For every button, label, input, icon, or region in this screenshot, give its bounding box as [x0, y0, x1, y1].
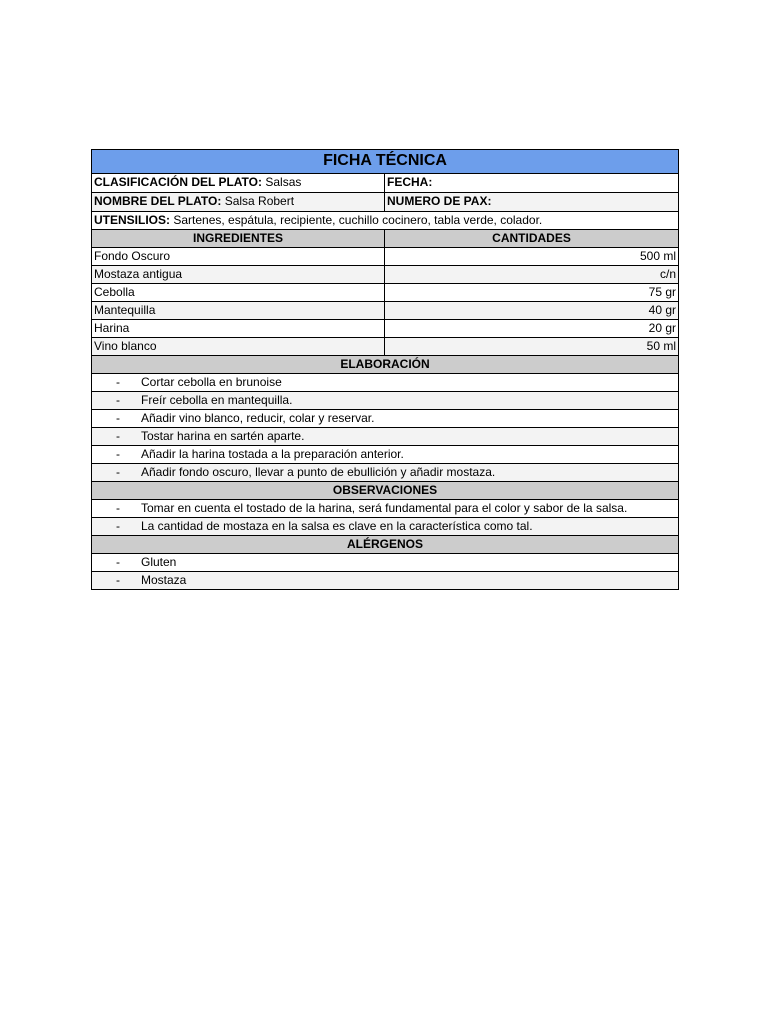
step-text: Añadir fondo oscuro, llevar a punto de ebullición y añadir mostaza.	[141, 465, 496, 479]
alergeno-item	[92, 571, 678, 589]
observacion-item	[92, 517, 678, 535]
bullet-dash: -	[116, 393, 120, 407]
elaboracion-step	[92, 391, 678, 409]
observacion-text: Tomar en cuenta el tostado de la harina, será fundamental para el color y sabor de la salsa.	[141, 501, 628, 515]
pax-cell	[385, 193, 678, 211]
alergeno-text: Mostaza	[141, 573, 187, 587]
title-row	[92, 150, 678, 173]
bullet-dash: -	[116, 429, 120, 443]
ingredient-row	[92, 283, 678, 301]
ingredient-name: Vino blanco	[92, 338, 385, 355]
quantities-header: CANTIDADES	[492, 231, 571, 245]
alergeno-text: Gluten	[141, 555, 177, 569]
bullet-dash: -	[116, 573, 120, 587]
ingredient-qty: 20 gr	[648, 321, 676, 335]
pax-label: NUMERO DE PAX:	[387, 194, 492, 208]
utensilios-cell	[92, 212, 678, 229]
ingredient-qty: 500 ml	[639, 249, 676, 263]
bullet-dash: -	[116, 447, 120, 461]
ingredient-row	[92, 265, 678, 283]
ingredient-row	[92, 319, 678, 337]
step-text: Tostar harina en sartén aparte.	[141, 429, 305, 443]
observaciones-header: OBSERVACIONES	[332, 483, 438, 497]
ingredient-row	[92, 247, 678, 265]
utensilios-row	[92, 211, 678, 229]
step-text: Freír cebolla en mantequilla.	[141, 393, 293, 407]
nombre-value: Salsa Robert	[224, 194, 295, 208]
clasificacion-cell	[92, 174, 385, 192]
clasificacion-row	[92, 173, 678, 192]
bullet-dash: -	[116, 465, 120, 479]
ingredient-qty: 50 ml	[646, 339, 676, 353]
bullet-dash: -	[116, 501, 120, 515]
page-title: FICHA TÉCNICA	[323, 152, 447, 169]
ingredient-name: Mostaza antigua	[92, 266, 385, 283]
fecha-label: FECHA:	[387, 175, 433, 189]
observacion-text: La cantidad de mostaza en la salsa es clave en la característica como tal.	[141, 519, 533, 533]
ingredient-row	[92, 301, 678, 319]
elaboracion-header: ELABORACIÓN	[340, 357, 430, 371]
nombre-label: NOMBRE DEL PLATO:	[94, 194, 222, 208]
elaboracion-step	[92, 409, 678, 427]
ingredient-qty: c/n	[659, 267, 676, 281]
utensilios-value: Sartenes, espátula, recipiente, cuchillo cocinero, tabla verde, colador.	[173, 213, 543, 227]
ingredient-qty: 40 gr	[648, 303, 676, 317]
alergenos-header-row	[92, 535, 678, 553]
alergeno-item	[92, 553, 678, 571]
observacion-item	[92, 499, 678, 517]
step-text: Añadir la harina tostada a la preparación anterior.	[141, 447, 404, 461]
alergenos-header: ALÉRGENOS	[346, 537, 423, 551]
ingredient-name: Mantequilla	[92, 302, 385, 319]
elaboracion-step	[92, 373, 678, 391]
ingredients-header: INGREDIENTES	[92, 230, 385, 247]
ingredient-qty: 75 gr	[648, 285, 676, 299]
step-text: Añadir vino blanco, reducir, colar y reservar.	[141, 411, 375, 425]
ingredients-header-row	[92, 229, 678, 247]
nombre-cell	[92, 193, 385, 211]
ficha-tecnica-table	[91, 149, 679, 590]
elaboracion-header-row	[92, 355, 678, 373]
clasificacion-label: CLASIFICACIÓN DEL PLATO:	[94, 175, 262, 189]
elaboracion-step	[92, 463, 678, 481]
observaciones-header-row	[92, 481, 678, 499]
step-text: Cortar cebolla en brunoise	[141, 375, 282, 389]
ingredient-name: Fondo Oscuro	[92, 248, 385, 265]
bullet-dash: -	[116, 375, 120, 389]
ingredient-name: Harina	[92, 320, 385, 337]
elaboracion-step	[92, 427, 678, 445]
utensilios-label: UTENSILIOS:	[94, 213, 171, 227]
fecha-cell	[385, 174, 678, 192]
clasificacion-value: Salsas	[265, 175, 302, 189]
ingredient-row	[92, 337, 678, 355]
elaboracion-step	[92, 445, 678, 463]
ingredient-name: Cebolla	[92, 284, 385, 301]
bullet-dash: -	[116, 411, 120, 425]
nombre-row	[92, 192, 678, 211]
bullet-dash: -	[116, 555, 120, 569]
bullet-dash: -	[116, 519, 120, 533]
